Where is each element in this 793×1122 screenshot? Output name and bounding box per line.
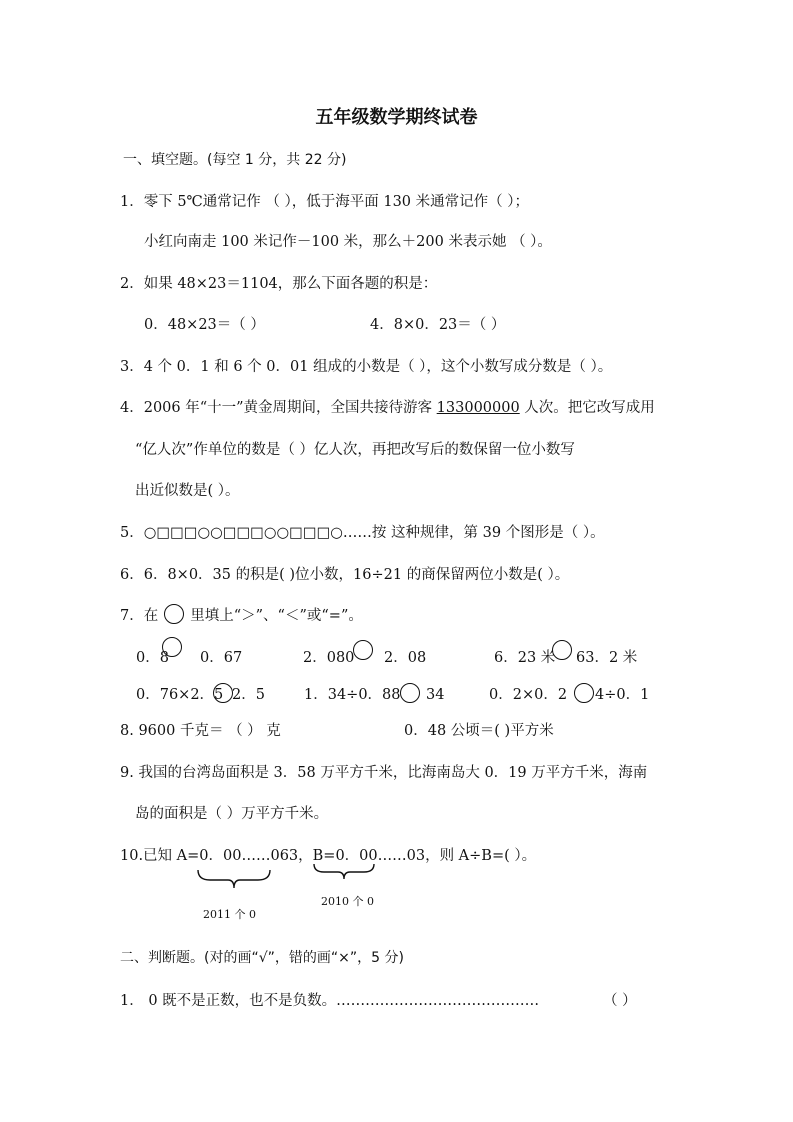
answer-circle-2[interactable] <box>353 640 373 660</box>
question-6: 6．6．8×0．35 的积是( )位小数，16÷21 的商保留两位小数是( ）。 <box>120 567 570 583</box>
section-1-heading: 一、填空题。(每空 1 分，共 22 分) <box>123 152 347 168</box>
question-4-number: 133000000 <box>436 400 520 416</box>
question-8-part-b: 0．48 公顷＝( )平方米 <box>404 723 554 739</box>
question-2-part-a: 0．48×23＝（ ） <box>144 317 265 333</box>
question-2-part-b: 4．8×0．23＝（ ） <box>370 317 506 333</box>
compare-item: 4÷0．1 <box>595 687 650 703</box>
question-4-line-2: “亿人次”作单位的数是（ ）亿人次，再把改写后的数保留一位小数写 <box>135 442 575 458</box>
compare-item: 2．080 <box>303 650 355 666</box>
compare-item: 0．67 <box>200 650 243 666</box>
answer-circle-5[interactable] <box>400 683 420 703</box>
compare-item: 0．76×2．5 <box>136 687 224 703</box>
section-2-heading: 二、判断题。(对的画“√”，错的画“×”，5 分) <box>120 950 404 966</box>
compare-item: 0．8 <box>136 650 169 666</box>
compare-item: 0．2×0．2 <box>489 687 568 703</box>
question-1-line-2: 小红向南走 100 米记作－100 米，那么＋200 米表示她 （ ）。 <box>144 234 552 250</box>
question-4-prefix: 4．2006 年“十一”黄金周期间，全国共接待游客 <box>120 400 437 416</box>
compare-item: 34 <box>426 687 445 703</box>
compare-item: 1．34÷0．88 <box>304 687 401 703</box>
judge-answer-bracket[interactable]: （ ） <box>603 993 637 1009</box>
question-4-line-3: 出近似数是( ）。 <box>135 483 240 499</box>
compare-item: 63．2 米 <box>576 650 638 666</box>
question-9-line-2: 岛的面积是（ ）万平方千米。 <box>135 806 329 822</box>
question-10: 10.已知 A=0．00……063，B=0．00……03，则 A÷B=( ）。 <box>120 848 537 864</box>
comparison-circle-icon <box>164 604 184 624</box>
question-1-line-1: 1．零下 5℃通常记作 （ ），低于海平面 130 米通常记作（ ）； <box>120 194 529 210</box>
compare-item: 2．08 <box>384 650 427 666</box>
question-9-line-1: 9. 我国的台湾岛面积是 3．58 万平方千米，比海南岛大 0．19 万平方千米，海南 <box>120 765 648 781</box>
brace-label-2011: 2011 个 0 <box>203 908 256 921</box>
judge-question-1: 1． 0 既不是正数，也不是负数。…………………………………… <box>120 993 540 1009</box>
question-5: 5．○□□□○○□□□○○□□□○……按 这种规律，第 39 个图形是（ ）。 <box>120 525 605 541</box>
answer-circle-1[interactable] <box>162 637 182 657</box>
compare-item: 2．5 <box>232 687 265 703</box>
brace-label-2010: 2010 个 0 <box>321 895 374 908</box>
question-8-part-a: 8. 9600 千克＝ （ ） 克 <box>120 723 281 739</box>
answer-circle-3[interactable] <box>552 640 572 660</box>
question-3: 3．4 个 0．1 和 6 个 0．01 组成的小数是（ ），这个小数写成分数是（ ）。 <box>120 359 613 375</box>
exam-title: 五年级数学期终试卷 <box>315 107 478 128</box>
question-4-suffix: 人次。把它改写成用 <box>519 400 655 416</box>
question-7-suffix: 里填上“＞”、“＜”或“=”。 <box>190 608 363 624</box>
brace-2010-zeros <box>312 862 376 882</box>
question-7-prefix: 7．在 <box>120 608 159 624</box>
answer-circle-4[interactable] <box>213 683 233 703</box>
answer-circle-6[interactable] <box>574 683 594 703</box>
question-2-line-1: 2．如果 48×23＝1104，那么下面各题的积是： <box>120 276 438 292</box>
compare-item: 6．23 米 <box>494 650 556 666</box>
brace-2011-zeros <box>196 868 272 892</box>
question-4-line-1 <box>120 398 655 418</box>
question-7-instruction <box>120 606 363 626</box>
